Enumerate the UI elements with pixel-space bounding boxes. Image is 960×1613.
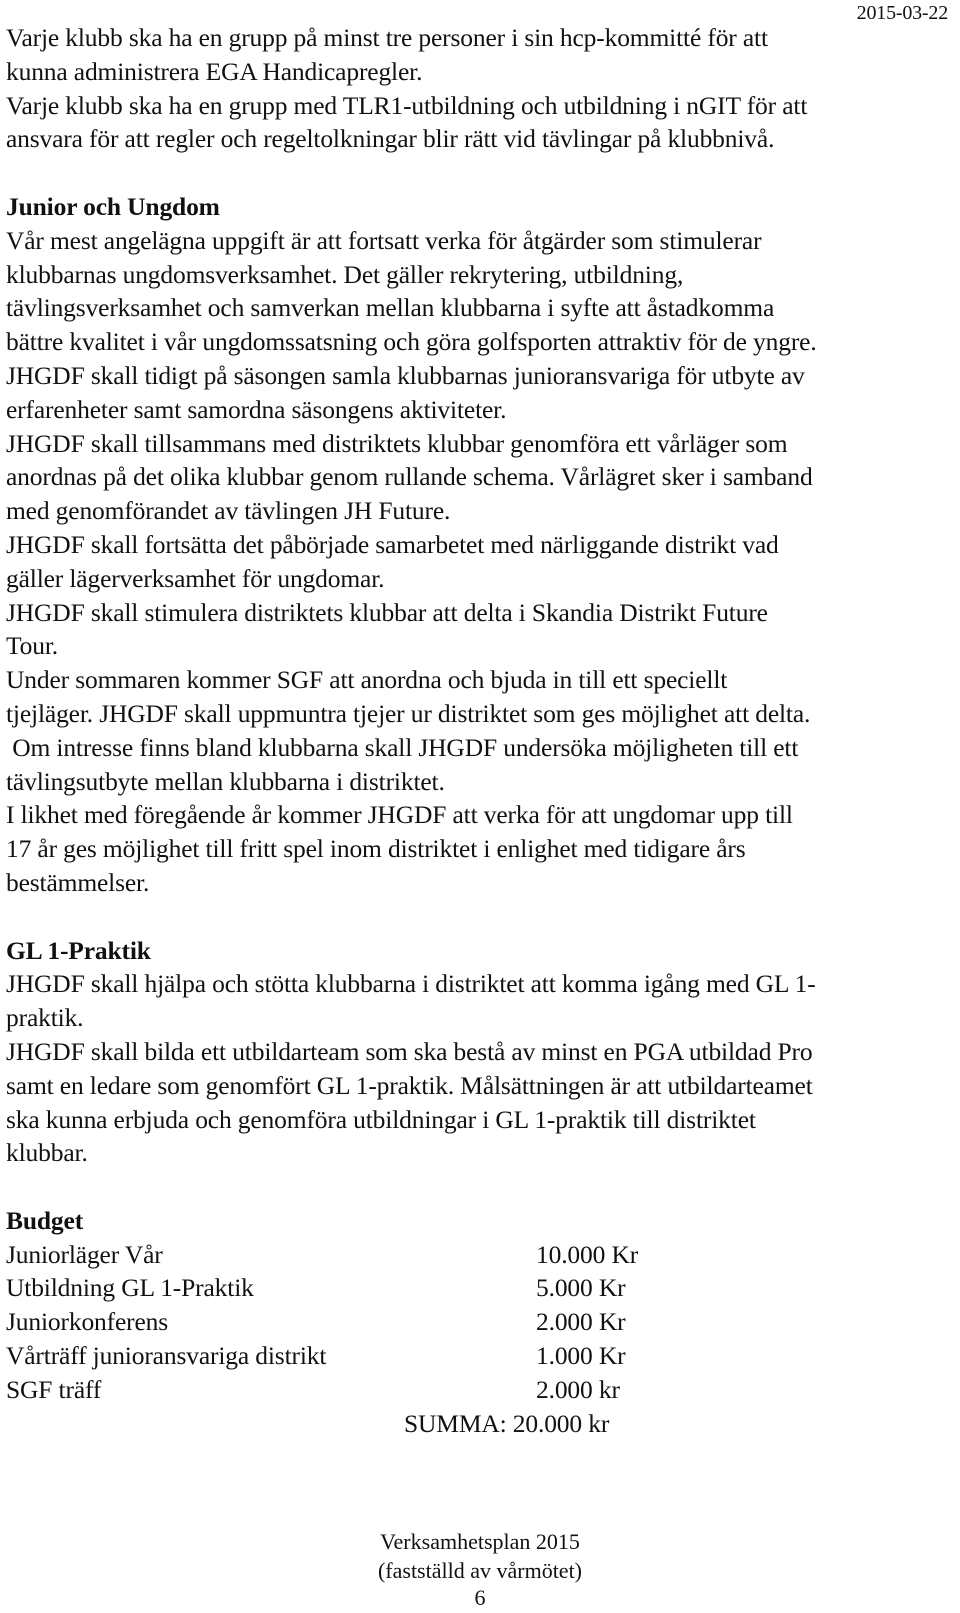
intro-line: kunna administrera EGA Handicapregler. xyxy=(6,56,423,86)
junior-section xyxy=(6,190,956,900)
budget-section xyxy=(6,1204,956,1441)
gl-line: praktik. xyxy=(6,1003,84,1033)
junior-line: gäller lägerverksamhet för ungdomar. xyxy=(6,563,385,593)
budget-item-label: Juniorkonferens xyxy=(6,1307,169,1337)
junior-line: JHGDF skall fortsätta det påbörjade samarbetet med närliggande distrikt vad xyxy=(6,529,779,559)
junior-line: tävlingsverksamhet och samverkan mellan klubbarna i syfte att åstadkomma xyxy=(6,293,775,323)
junior-line: med genomförandet av tävlingen JH Future. xyxy=(6,496,451,526)
budget-sum: SUMMA: 20.000 kr xyxy=(404,1408,610,1438)
junior-line: erfarenheter samt samordna säsongens aktiviteter. xyxy=(6,394,507,424)
junior-line: Vår mest angelägna uppgift är att fortsatt verka för åtgärder som stimulerar xyxy=(6,225,762,255)
intro-line: Varje klubb ska ha en grupp på minst tre personer i sin hcp-kommitté för att xyxy=(6,23,768,52)
budget-item-amount: 10.000 Kr xyxy=(536,1239,639,1269)
junior-line: tjejläger. JHGDF skall uppmuntra tjejer ur distriktet som ges möjlighet att delta. xyxy=(6,698,811,728)
budget-item-label: Juniorläger Vår xyxy=(6,1239,163,1269)
page-number: 6 xyxy=(474,1585,486,1610)
junior-heading: Junior och Ungdom xyxy=(6,191,220,221)
junior-line: I likhet med föregående år kommer JHGDF att verka för att ungdomar upp till xyxy=(6,800,793,830)
budget-item-amount: 1.000 Kr xyxy=(536,1341,626,1371)
budget-sum-row xyxy=(6,1407,956,1441)
budget-item-label: Vårträff junioransvariga distrikt xyxy=(6,1341,327,1371)
junior-line: tävlingsutbyte mellan klubbarna i distriktet. xyxy=(6,766,445,796)
gl-heading: GL 1-Praktik xyxy=(6,935,151,965)
budget-item-amount: 2.000 Kr xyxy=(536,1307,626,1337)
budget-item-amount: 5.000 Kr xyxy=(536,1273,626,1303)
junior-line: anordnas på det olika klubbar genom rullande schema. Vårlägret sker i samband xyxy=(6,462,813,492)
gl-section xyxy=(6,934,956,1171)
budget-row xyxy=(6,1305,956,1339)
junior-line: 17 år ges möjlighet till fritt spel inom distriktet i enlighet med tidigare års xyxy=(6,834,746,864)
footer-subtitle: (fastställd av vårmötet) xyxy=(377,1558,583,1583)
document-date: 2015-03-22 xyxy=(856,2,948,24)
footer-title: Verksamhetsplan 2015 xyxy=(380,1529,580,1554)
gl-line: klubbar. xyxy=(6,1138,88,1168)
junior-line: JHGDF skall tillsammans med distriktets klubbar genomföra ett vårläger som xyxy=(6,428,788,458)
budget-row xyxy=(6,1238,956,1272)
gl-line: samt en ledare som genomfört GL 1-praktik. Målsättningen är att utbildarteamet xyxy=(6,1070,813,1100)
budget-row xyxy=(6,1271,956,1305)
junior-line: JHGDF skall tidigt på säsongen samla klubbarnas junioransvariga för utbyte av xyxy=(6,360,805,390)
junior-line: Tour. xyxy=(6,631,59,661)
gl-line: JHGDF skall hjälpa och stötta klubbarna i distriktet att komma igång med GL 1- xyxy=(6,969,816,999)
junior-line: JHGDF skall stimulera distriktets klubbar att delta i Skandia Distrikt Future xyxy=(6,597,768,627)
budget-row xyxy=(6,1373,956,1407)
budget-item-label: Utbildning GL 1-Praktik xyxy=(6,1273,254,1303)
junior-line: bestämmelser. xyxy=(6,867,150,897)
intro-line: Varje klubb ska ha en grupp med TLR1-utbildning och utbildning i nGIT för att xyxy=(6,90,808,120)
gl-line: JHGDF skall bilda ett utbildarteam som ska bestå av minst en PGA utbildad Pro xyxy=(6,1036,813,1066)
junior-line: bättre kvalitet i vår ungdomssatsning och göra golfsporten attraktiv för de yngre. xyxy=(6,327,817,357)
intro-line: ansvara för att regler och regeltolkningar blir rätt vid tävlingar på klubbnivå. xyxy=(6,124,775,154)
gl-line: ska kunna erbjuda och genomföra utbildningar i GL 1-praktik till distriktet xyxy=(6,1104,756,1134)
budget-item-label: SGF träff xyxy=(6,1374,102,1404)
budget-item-amount: 2.000 kr xyxy=(536,1374,620,1404)
budget-row xyxy=(6,1339,956,1373)
junior-line: klubbarnas ungdomsverksamhet. Det gäller rekrytering, utbildning, xyxy=(6,259,684,289)
budget-heading: Budget xyxy=(6,1205,84,1235)
intro-section xyxy=(6,21,956,156)
junior-line: Under sommaren kommer SGF att anordna och bjuda in till ett speciellt xyxy=(6,665,728,695)
document-body xyxy=(6,21,956,1440)
junior-line: Om intresse finns bland klubbarna skall JHGDF undersöka möjligheten till ett xyxy=(6,732,799,762)
